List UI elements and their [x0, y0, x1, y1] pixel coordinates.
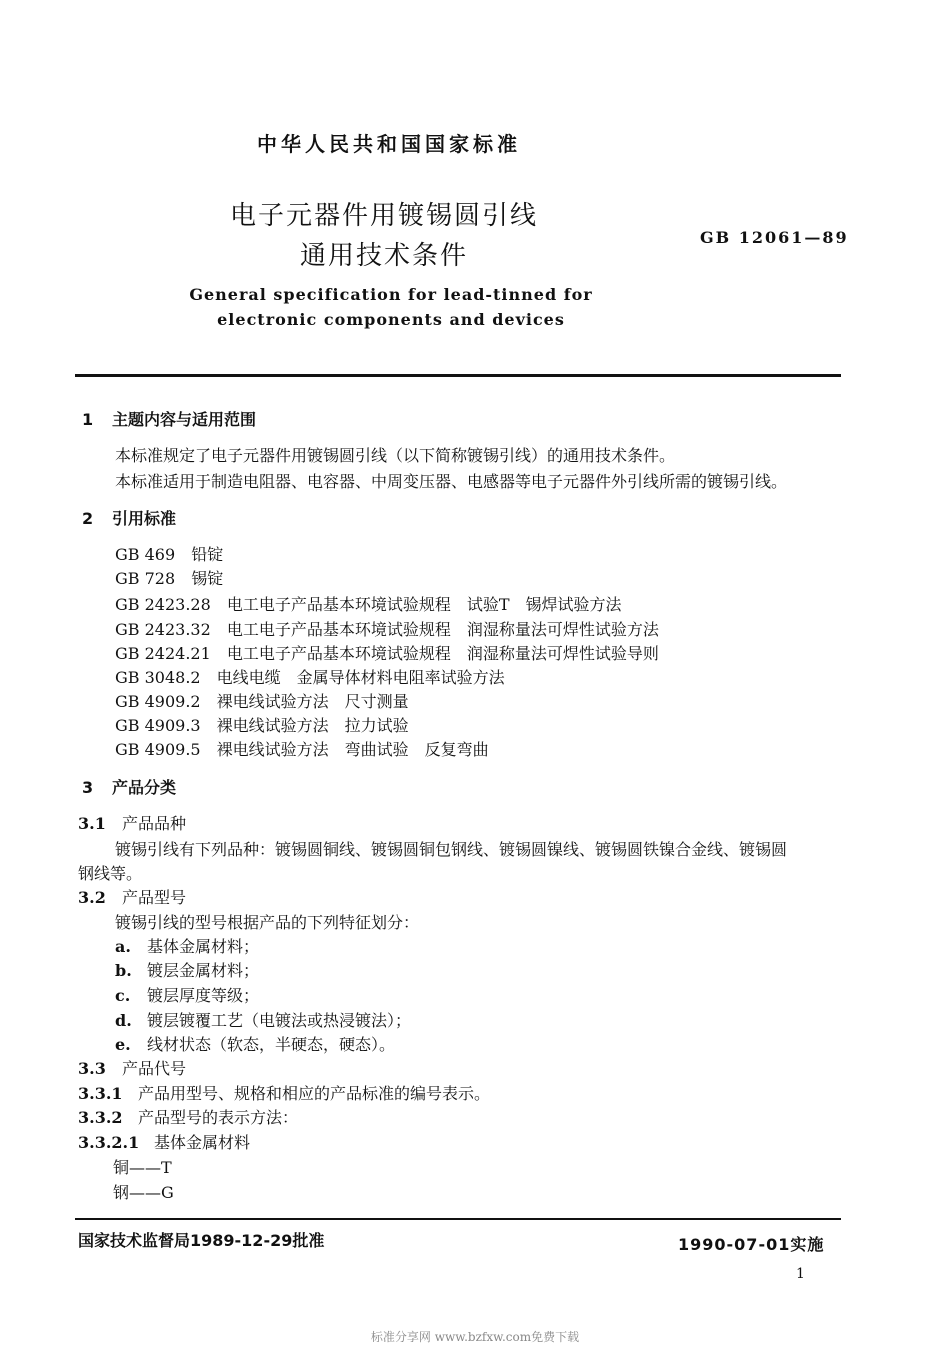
reference-title: 电工电子产品基本环境试验规程 试验T 锡焊试验方法	[226, 595, 622, 614]
subsection-3-2-heading	[78, 885, 186, 908]
section-2-heading	[82, 506, 176, 529]
reference-title: 裸电线试验方法 尺寸测量	[216, 692, 409, 711]
footer-divider	[75, 1218, 841, 1220]
list-text: 基体金属材料；	[147, 937, 260, 956]
reference-standard	[115, 592, 622, 615]
material-name: 钢	[113, 1183, 130, 1202]
national-standard-heading: 中华人民共和国国家标准	[257, 132, 521, 156]
subsection-number: 3.2	[78, 888, 106, 907]
reference-title: 电工电子产品基本环境试验规程 润湿称量法可焊性试验导则	[226, 644, 659, 663]
list-text: 镀层金属材料；	[147, 961, 260, 980]
reference-code: GB 2424.21	[115, 644, 211, 663]
material-code	[113, 1180, 174, 1203]
subsection-number: 3.3.2.1	[78, 1133, 140, 1152]
section-number: 1	[82, 410, 94, 429]
reference-title: 裸电线试验方法 弯曲试验 反复弯曲	[216, 740, 489, 759]
subsection-3-3-2	[78, 1105, 298, 1128]
reference-title: 裸电线试验方法 拉力试验	[216, 716, 409, 735]
section-title: 主题内容与适用范围	[112, 410, 257, 429]
english-title-line2: electronic components and devices	[217, 310, 565, 329]
list-label: a.	[115, 937, 131, 956]
subsection-title: 产品型号	[122, 888, 187, 907]
list-item	[115, 983, 259, 1006]
section-title: 产品分类	[112, 778, 177, 797]
reference-code: GB 4909.3	[115, 716, 201, 735]
reference-title: 锡锭	[191, 569, 224, 588]
reference-code: GB 469	[115, 545, 176, 564]
document-title-line1: 电子元器件用镀锡圆引线	[230, 201, 539, 231]
subsection-3-3-2-1	[78, 1130, 250, 1153]
reference-title: 电线电缆 金属导体材料电阻率试验方法	[216, 668, 505, 687]
paragraph: 本标准适用于制造电阻器、电容器、中周变压器、电感器等电子元器件外引线所需的镀锡引线。	[115, 472, 788, 491]
header-divider	[75, 374, 841, 377]
page-number: 1	[796, 1266, 805, 1282]
section-1-heading	[82, 407, 256, 430]
section-title: 引用标准	[112, 509, 177, 528]
section-number: 3	[82, 778, 94, 797]
list-item	[115, 934, 259, 957]
reference-standard	[115, 737, 489, 760]
list-text: 镀层厚度等级；	[147, 986, 260, 1005]
reference-standard	[115, 713, 409, 736]
reference-standard	[115, 617, 659, 640]
paragraph: 本标准规定了电子元器件用镀锡圆引线（以下简称镀锡引线）的通用技术条件。	[115, 446, 676, 465]
list-text: 镀层镀覆工艺（电镀法或热浸镀法）；	[147, 1011, 412, 1030]
reference-code: GB 2423.32	[115, 620, 211, 639]
english-title-line1: General specification for lead-tinned for	[189, 285, 593, 304]
subsection-title: 基体金属材料	[154, 1133, 251, 1152]
subsection-number: 3.1	[78, 814, 106, 833]
material-letter: G	[161, 1183, 174, 1202]
material-letter: T	[161, 1158, 172, 1177]
reference-standard	[115, 689, 409, 712]
subsection-3-3-1	[78, 1081, 490, 1104]
paragraph: 镀锡引线有下列品种：镀锡圆铜线、镀锡圆铜包钢线、镀锡圆镍线、镀锡圆铁镍合金线、镀锡圆	[115, 840, 788, 859]
approval-date: 国家技术监督局1989-12-29批准	[78, 1231, 325, 1250]
gb-number: GB 12061—89	[700, 228, 849, 247]
subsection-number: 3.3.1	[78, 1084, 123, 1103]
list-label: e.	[115, 1035, 131, 1054]
subsection-text: 产品用型号、规格和相应的产品标准的编号表示。	[138, 1084, 491, 1103]
subsection-text: 产品型号的表示方法：	[138, 1108, 299, 1127]
list-item	[115, 1032, 395, 1055]
subsection-title: 产品代号	[122, 1059, 187, 1078]
material-name: 铜	[113, 1158, 130, 1177]
list-item	[115, 958, 259, 981]
reference-standard	[115, 665, 505, 688]
code-dash: ——	[129, 1158, 162, 1177]
subsection-number: 3.3.2	[78, 1108, 123, 1127]
subsection-title: 产品品种	[122, 814, 187, 833]
section-number: 2	[82, 509, 94, 528]
reference-code: GB 4909.5	[115, 740, 201, 759]
list-label: b.	[115, 961, 132, 980]
material-code	[113, 1155, 172, 1178]
list-label: c.	[115, 986, 131, 1005]
subsection-3-3-heading	[78, 1056, 186, 1079]
subsection-number: 3.3	[78, 1059, 106, 1078]
paragraph: 镀锡引线的型号根据产品的下列特征划分：	[115, 913, 420, 932]
reference-standard	[115, 566, 223, 589]
reference-title: 铅锭	[191, 545, 224, 564]
reference-title: 电工电子产品基本环境试验规程 润湿称量法可焊性试验方法	[226, 620, 659, 639]
watermark: 标准分享网 www.bzfxw.com免费下载	[370, 1330, 580, 1344]
list-label: d.	[115, 1011, 132, 1030]
section-3-heading	[82, 775, 176, 798]
list-item	[115, 1008, 411, 1031]
paragraph-continuation: 钢线等。	[78, 864, 143, 883]
document-title-line2: 通用技术条件	[300, 241, 469, 271]
subsection-3-1-heading	[78, 811, 186, 834]
reference-code: GB 2423.28	[115, 595, 211, 614]
reference-code: GB 728	[115, 569, 176, 588]
reference-code: GB 4909.2	[115, 692, 201, 711]
reference-standard	[115, 542, 223, 565]
list-text: 线材状态（软态，半硬态，硬态）。	[147, 1035, 396, 1054]
reference-standard	[115, 641, 659, 664]
effective-date: 1990-07-01实施	[678, 1235, 825, 1254]
reference-code: GB 3048.2	[115, 668, 201, 687]
code-dash: ——	[129, 1183, 162, 1202]
